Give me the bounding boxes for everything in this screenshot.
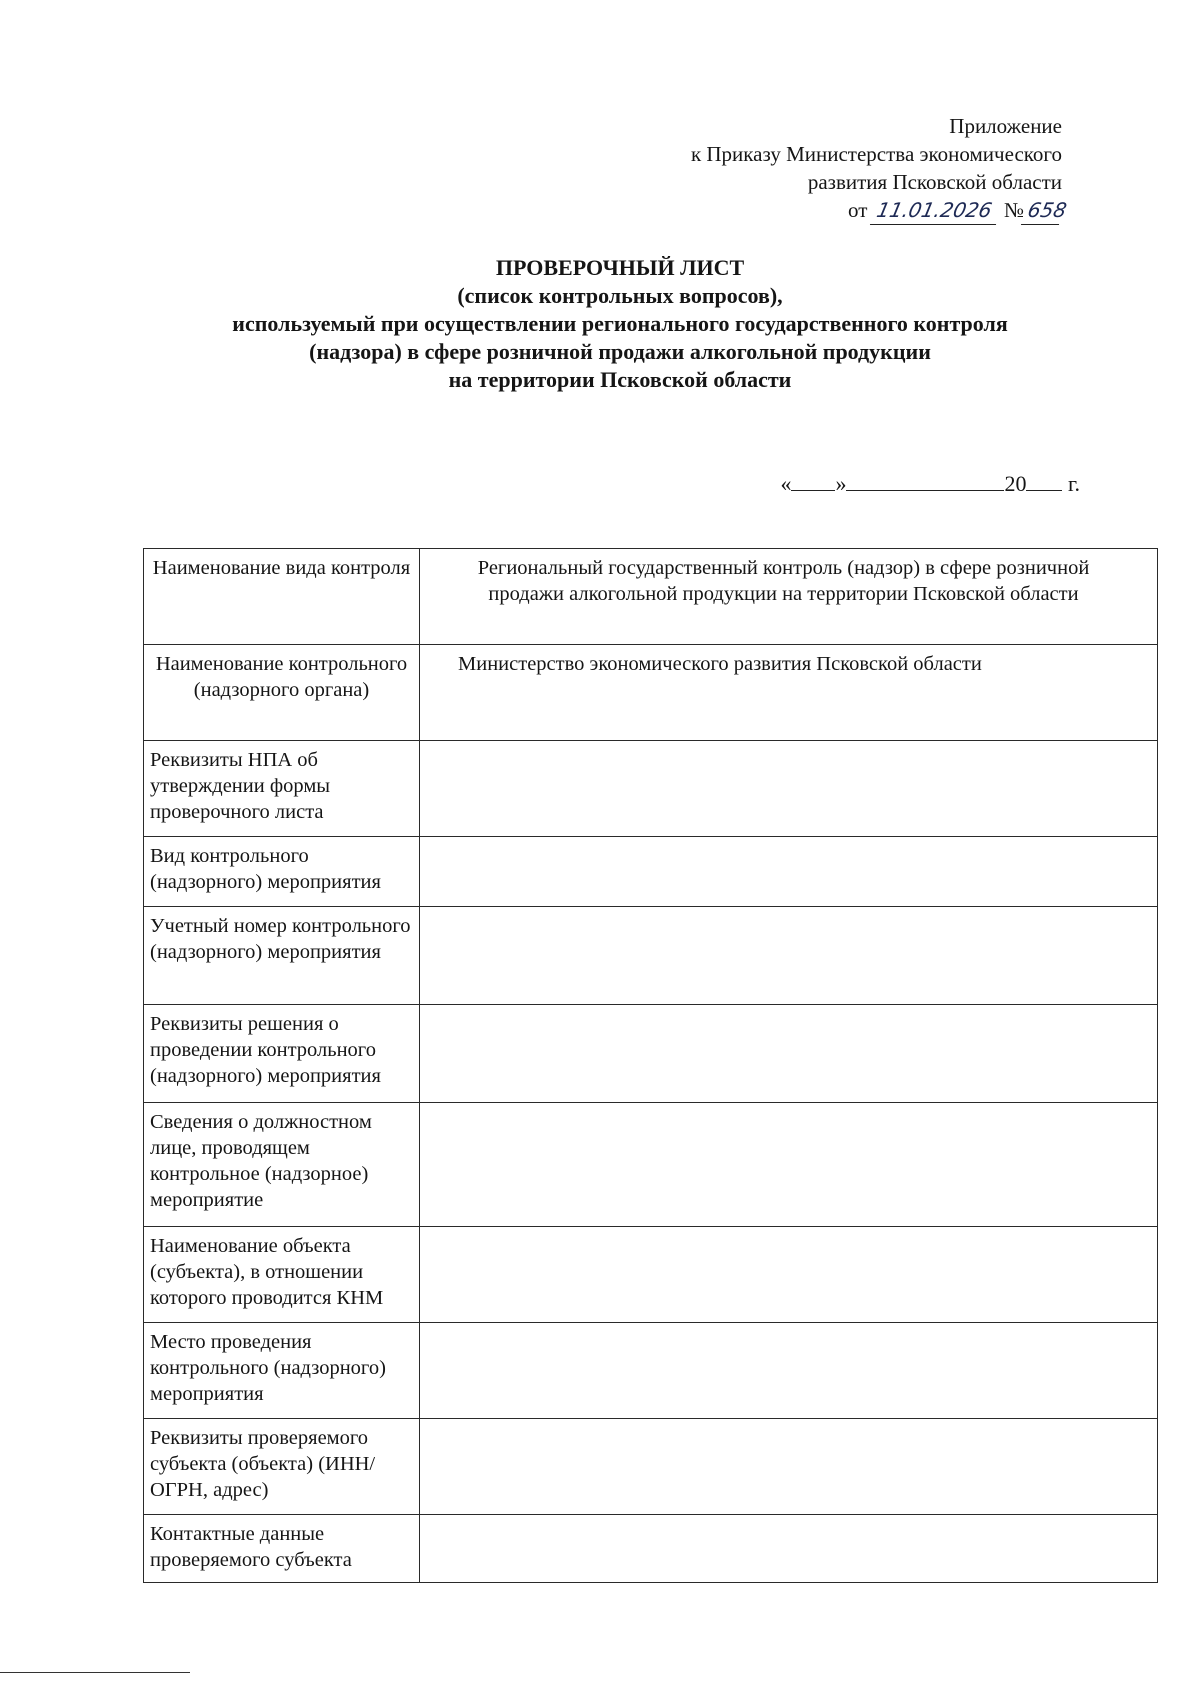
- row-label: Реквизиты проверяемого субъекта (объекта) (ИНН/ОГРН, адрес): [144, 1419, 420, 1515]
- document-title: [120, 254, 1120, 394]
- row-label: Реквизиты решения о проведении контрольного (надзорного) мероприятия: [144, 1005, 420, 1103]
- title-line-3: используемый при осуществлении регионального государственного контроля: [232, 311, 1008, 336]
- row-label: Место проведения контрольного (надзорного) мероприятия: [144, 1323, 420, 1419]
- appendix-header: [690, 112, 1069, 225]
- table-row: [144, 837, 1158, 907]
- table-row: [144, 645, 1158, 741]
- footnote-divider: [0, 1672, 190, 1673]
- row-value[interactable]: [420, 1227, 1158, 1323]
- row-value[interactable]: [420, 1419, 1158, 1515]
- day-blank[interactable]: [791, 470, 835, 491]
- handwritten-date: 11.01.2026: [870, 196, 1002, 225]
- table-row: [144, 741, 1158, 837]
- month-blank[interactable]: [846, 470, 1004, 491]
- table-row: [144, 549, 1158, 645]
- table-row: [144, 1005, 1158, 1103]
- title-line-2: (список контрольных вопросов),: [457, 283, 783, 308]
- date-line: [780, 470, 1080, 497]
- row-value[interactable]: Региональный государственный контроль (надзор) в сфере розничной продажи алкогольной продукции на территории Псковской области: [420, 549, 1158, 645]
- row-value[interactable]: [420, 907, 1158, 1005]
- title-line-1: ПРОВЕРОЧНЫЙ ЛИСТ: [495, 255, 745, 280]
- row-label: Наименование вида контроля: [144, 549, 420, 645]
- year-blank[interactable]: [1026, 470, 1062, 491]
- row-value[interactable]: [420, 837, 1158, 907]
- inspection-info-table: [143, 548, 1158, 1583]
- row-label: Наименование объекта (субъекта), в отношении которого проводится КНМ: [144, 1227, 420, 1323]
- year-suffix: г.: [1067, 471, 1080, 496]
- table-row: [144, 1103, 1158, 1227]
- table-row: [144, 1419, 1158, 1515]
- date-open-quote: «: [780, 471, 792, 496]
- row-value[interactable]: Министерство экономического развития Псковской области: [420, 645, 1158, 741]
- year-prefix: 20: [1004, 471, 1027, 496]
- handwritten-number: 658: [1021, 196, 1065, 225]
- date-close-quote: »: [835, 471, 847, 496]
- row-label: Сведения о должностном лице, проводящем контрольное (надзорное) мероприятие: [144, 1103, 420, 1227]
- appendix-date-number: [691, 196, 1069, 225]
- date-prefix: от: [848, 198, 868, 222]
- row-label: Учетный номер контрольного (надзорного) мероприятия: [144, 907, 420, 1005]
- row-value[interactable]: [420, 1005, 1158, 1103]
- row-value[interactable]: [420, 1323, 1158, 1419]
- row-label: Реквизиты НПА об утверждении формы проверочного листа: [144, 741, 420, 837]
- row-label: Вид контрольного (надзорного) мероприятия: [144, 837, 420, 907]
- table-row: [144, 1515, 1158, 1583]
- row-value[interactable]: [420, 741, 1158, 837]
- table-row: [144, 1227, 1158, 1323]
- row-value[interactable]: [420, 1515, 1158, 1583]
- title-line-4: (надзора) в сфере розничной продажи алкогольной продукции: [309, 339, 931, 364]
- table-row: [144, 1323, 1158, 1419]
- appendix-order-ref: к Приказу Министерства экономического: [690, 142, 1062, 166]
- number-prefix: №: [1003, 198, 1024, 222]
- table-row: [144, 907, 1158, 1005]
- appendix-ministry: развития Псковской области: [807, 170, 1062, 194]
- title-line-5: на территории Псковской области: [448, 367, 792, 392]
- row-label: Контактные данные проверяемого субъекта: [144, 1515, 420, 1583]
- row-label: Наименование контрольного (надзорного органа): [144, 645, 420, 741]
- row-value[interactable]: [420, 1103, 1158, 1227]
- appendix-label: Приложение: [949, 114, 1062, 138]
